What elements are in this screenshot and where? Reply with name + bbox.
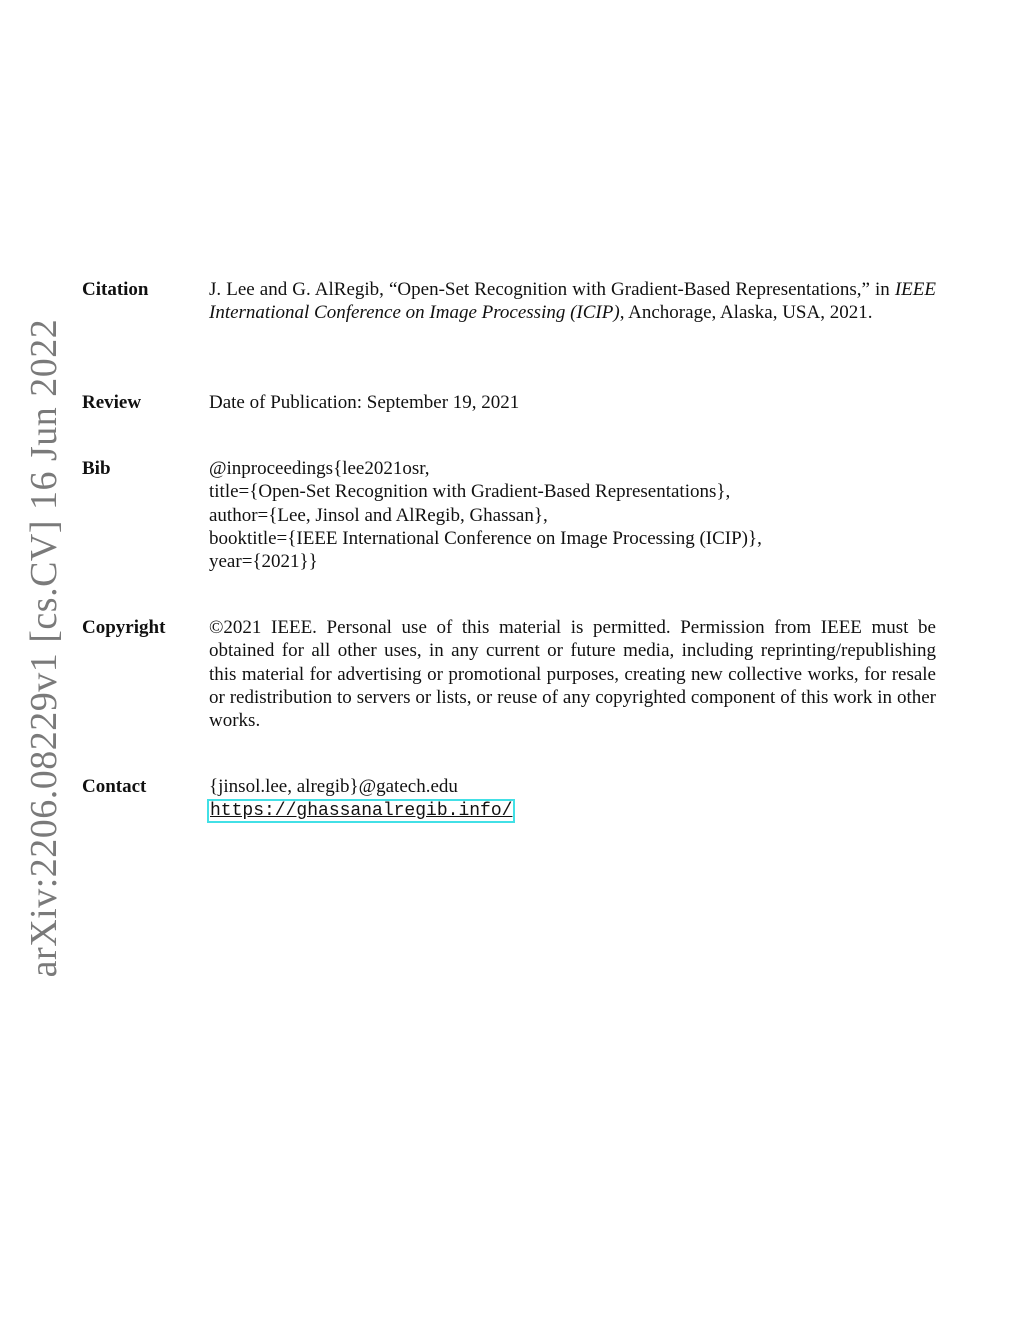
citation-title: “Open-Set Recognition with Gradient-Based Representations,” bbox=[388, 279, 870, 300]
citation-row bbox=[82, 278, 936, 350]
copyright-row bbox=[82, 616, 936, 736]
contact-details bbox=[209, 775, 936, 823]
copyright-text: ©2021 IEEE. Personal use of this material is permitted. Permission from IEEE must be obtained for all other uses, in any current or future media, including reprinting/republishing this material for advertising or promotional purposes, creating new collective works, for resale or redistribution to servers or lists, or reuse of any copyrighted component of this work in other works. bbox=[209, 617, 936, 732]
citation-venue: IEEE International Conference on Image Processing (ICIP) bbox=[209, 279, 936, 324]
contact-row bbox=[82, 775, 936, 825]
bib-entry bbox=[209, 457, 936, 573]
contact-label: Contact bbox=[82, 776, 147, 797]
review-text: Date of Publication: September 19, 2021 bbox=[209, 392, 520, 413]
citation-in: in bbox=[869, 279, 895, 300]
bib-row bbox=[82, 457, 936, 577]
bib-line: @inproceedings{lee2021osr, bbox=[209, 458, 430, 479]
copyright-label: Copyright bbox=[82, 617, 166, 638]
citation-text bbox=[209, 278, 936, 325]
bib-label: Bib bbox=[82, 458, 111, 479]
citation-rest: , Anchorage, Alaska, USA, 2021. bbox=[619, 302, 873, 324]
citation-label: Citation bbox=[82, 279, 149, 300]
bib-line: title={Open-Set Recognition with Gradient-Based Representations}, bbox=[209, 481, 731, 503]
bib-line: booktitle={IEEE International Conference on Image Processing (ICIP)}, bbox=[209, 527, 762, 549]
citation-authors: J. Lee and G. AlRegib, bbox=[209, 279, 389, 300]
bib-line: year={2021}} bbox=[209, 551, 318, 573]
arxiv-stamp: arXiv:2206.08229v1 [cs.CV] 16 Jun 2022 bbox=[23, 318, 65, 978]
bib-line: author={Lee, Jinsol and AlRegib, Ghassan}, bbox=[209, 504, 548, 526]
review-row bbox=[82, 391, 936, 417]
website-link[interactable]: https://ghassanalregib.info/ bbox=[207, 799, 515, 823]
contact-email: {jinsol.lee, alregib}@gatech.edu bbox=[209, 776, 458, 797]
review-label: Review bbox=[82, 392, 142, 413]
